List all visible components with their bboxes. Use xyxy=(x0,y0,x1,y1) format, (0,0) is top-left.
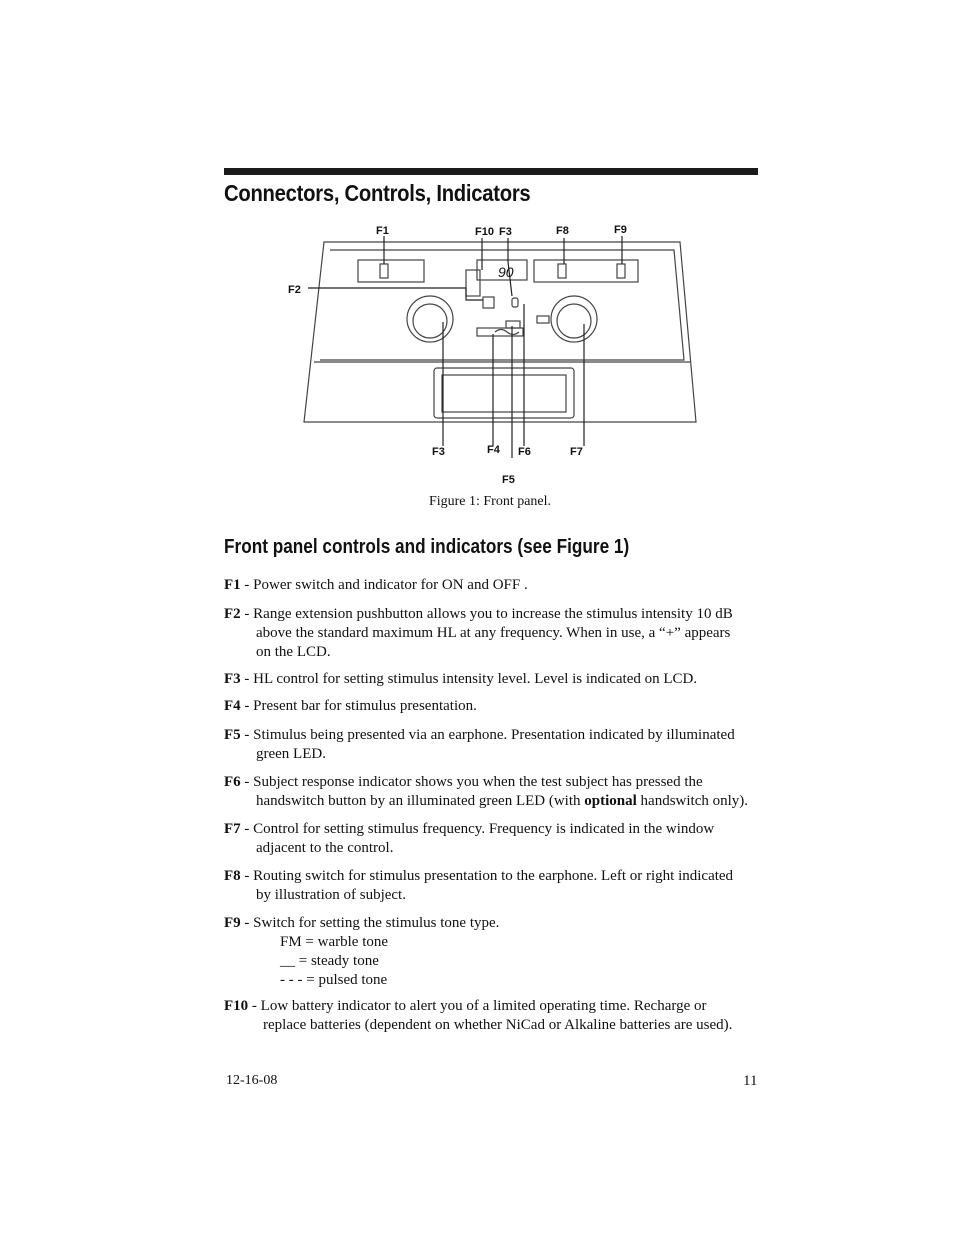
item-continuation: replace batteries (dependent on whether NiCad or Alkaline batteries are used). xyxy=(263,1017,733,1033)
list-item xyxy=(224,605,764,662)
tone-type-option: - - - = pulsed tone xyxy=(280,972,388,988)
list-item xyxy=(224,726,764,764)
figure-label-f6: F6 xyxy=(518,446,531,458)
tone-type-option: __ = steady tone xyxy=(280,953,379,969)
item-code: F2 xyxy=(224,606,241,622)
figure-label-f9: F9 xyxy=(614,224,627,236)
figure-label-f5: F5 xyxy=(502,474,515,486)
figure-label-f1: F1 xyxy=(376,225,389,237)
figure-label-f2: F2 xyxy=(288,284,301,296)
item-continuation-text: handswitch only). xyxy=(636,793,749,809)
item-continuation: by illustration of subject. xyxy=(256,887,406,903)
item-continuation-text: handswitch button by an illuminated green LED (with xyxy=(256,793,585,809)
list-item xyxy=(224,914,764,990)
list-item xyxy=(224,867,764,905)
list-item xyxy=(224,670,764,689)
page-number: 11 xyxy=(743,1073,758,1089)
figure-label-f10: F10 xyxy=(475,226,494,238)
figure-label-f3-bottom: F3 xyxy=(432,446,445,458)
item-continuation: on the LCD. xyxy=(256,644,331,660)
item-text: - Range extension pushbutton allows you to increase the stimulus intensity 10 dB xyxy=(240,606,733,622)
item-code: F5 xyxy=(224,727,241,743)
item-code: F8 xyxy=(224,868,241,884)
page-title: Connectors, Controls, Indicators xyxy=(224,180,531,206)
item-code: F9 xyxy=(224,915,241,931)
item-text: - HL control for setting stimulus intensity level. Level is indicated on LCD. xyxy=(240,671,698,687)
item-code: F4 xyxy=(224,698,241,714)
item-code: F6 xyxy=(224,774,241,790)
section-title: Front panel controls and indicators (see Figure 1) xyxy=(224,536,630,558)
lcd-readout: 90 xyxy=(498,264,514,280)
item-text: - Subject response indicator shows you when the test subject has pressed the xyxy=(240,774,703,790)
list-item xyxy=(224,697,764,716)
header-rule xyxy=(224,168,758,175)
item-text: - Stimulus being presented via an earphone. Presentation indicated by illuminated xyxy=(240,727,735,743)
item-code: F7 xyxy=(224,821,241,837)
item-continuation: above the standard maximum HL at any frequency. When in use, a “+” appears xyxy=(256,625,731,641)
list-item xyxy=(224,773,764,811)
item-text: - Routing switch for stimulus presentation to the earphone. Left or right indicated xyxy=(240,868,734,884)
figure-label-f3-top: F3 xyxy=(499,226,512,238)
front-panel-figure xyxy=(284,222,724,488)
item-continuation: green LED. xyxy=(256,746,326,762)
list-item xyxy=(224,997,764,1035)
item-continuation xyxy=(224,792,764,811)
footer-date: 12-16-08 xyxy=(226,1073,278,1088)
item-text: - Low battery indicator to alert you of a limited operating time. Recharge or xyxy=(248,998,707,1014)
item-text: - Present bar for stimulus presentation. xyxy=(240,698,477,714)
item-code: F1 xyxy=(224,577,241,593)
optional-emphasis: optional xyxy=(584,793,637,809)
list-item xyxy=(224,576,764,595)
figure-label-f4: F4 xyxy=(487,444,500,456)
figure-caption: Figure 1: Front panel. xyxy=(428,494,552,509)
item-text: - Switch for setting the stimulus tone type. xyxy=(240,915,500,931)
item-code: F10 xyxy=(224,998,249,1014)
tone-type-option: FM = warble tone xyxy=(280,934,389,950)
item-text: - Power switch and indicator for ON and OFF . xyxy=(240,577,528,593)
item-continuation: adjacent to the control. xyxy=(256,840,394,856)
list-item xyxy=(224,820,764,858)
item-code: F3 xyxy=(224,671,241,687)
figure-label-f7: F7 xyxy=(570,446,583,458)
item-text: - Control for setting stimulus frequency. Frequency is indicated in the window xyxy=(240,821,715,837)
figure-label-f8: F8 xyxy=(556,225,569,237)
